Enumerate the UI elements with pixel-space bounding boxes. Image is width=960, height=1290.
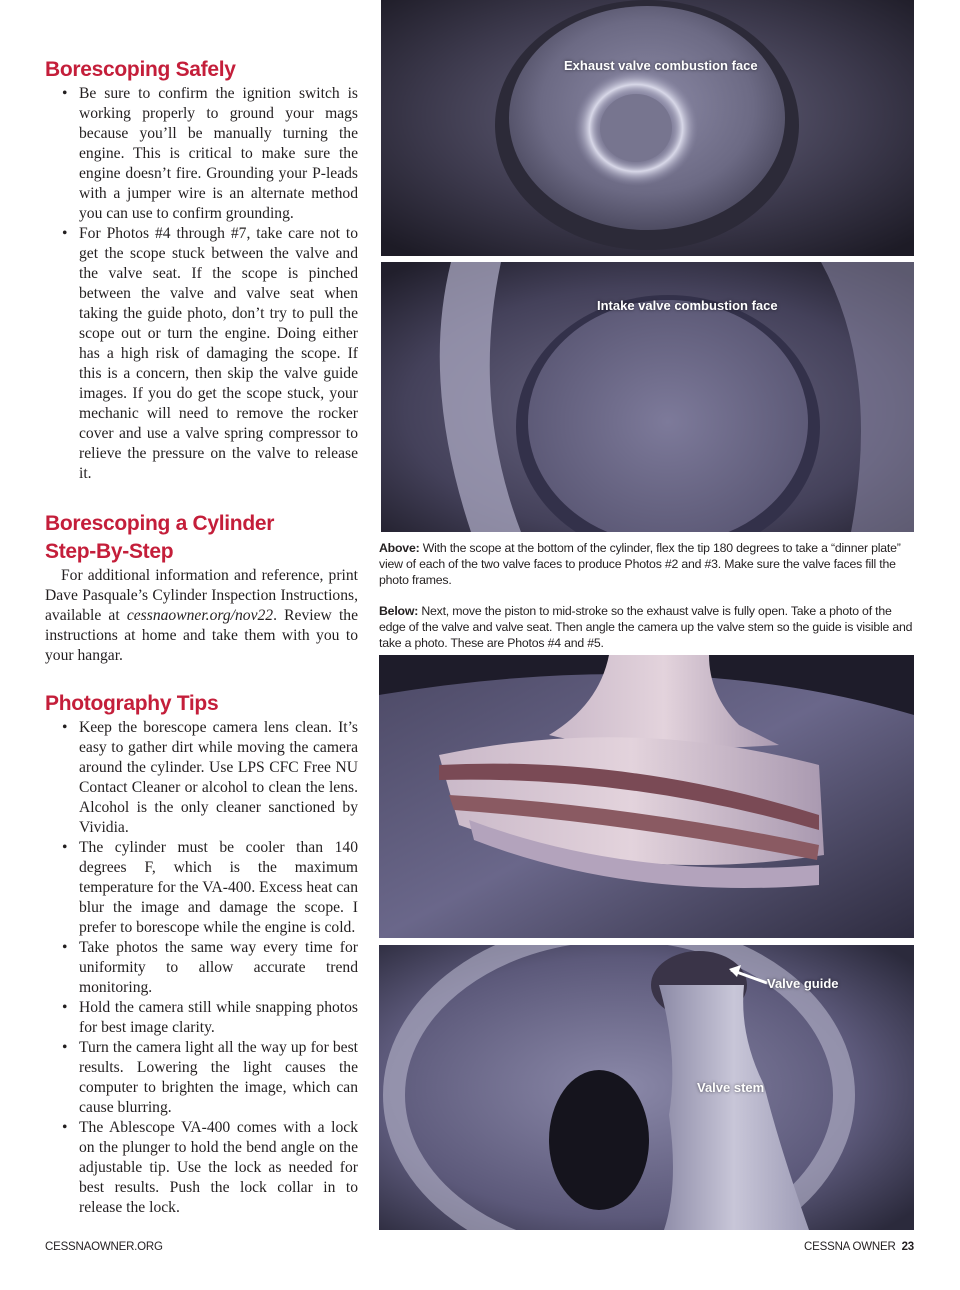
exhaust-valve-photo xyxy=(381,0,914,256)
valve-guide-photo xyxy=(379,945,914,1230)
footer-title: CESSNA OWNER xyxy=(804,1241,896,1253)
step-intro-paragraph xyxy=(45,566,358,666)
reference-link[interactable]: cessnaowner.org/nov22 xyxy=(126,607,274,624)
heading-photography-tips: Photography Tips xyxy=(45,692,219,715)
caption-below xyxy=(379,603,915,651)
list-item: • The Ablescope VA-400 comes with a lock on the plunger to hold the bend angle on the adjustable tip. Use the lock as needed for best results. Push the lock collar in to release the lock. xyxy=(45,1118,358,1218)
intake-valve-photo xyxy=(381,262,914,532)
caption-below-text: Next, move the piston to mid-stroke so the exhaust valve is fully open. Take a photo of the edge of the valve and valve seat. Then angle the camera up the valve stem so the guide is visible and take a photo. These are Photos #4 and #5. xyxy=(379,604,913,650)
caption-above-lead: Above: xyxy=(379,541,420,555)
left-column xyxy=(45,55,358,1218)
tips-bullet-list xyxy=(45,718,358,1218)
list-item: • The cylinder must be cooler than 140 degrees F, which is the maximum temperature for the VA-400. Excess heat can blur the image and damage the scope. I prefer to borescope while the engine is cold. xyxy=(45,838,358,938)
list-item: • Be sure to confirm the ignition switch is working properly to ground your mags because you’ll be manually turning the engine. This is critical to make sure the engine doesn’t fire. Grounding your P-leads with a jumper wire is an alternate method you can use to confirm grounding. xyxy=(45,84,358,224)
caption-below-lead: Below: xyxy=(379,604,419,618)
list-item: • Hold the camera still while snapping photos for best image clarity. xyxy=(45,998,358,1038)
list-item: • Take photos the same way every time for uniformity to allow accurate trend monitoring. xyxy=(45,938,358,998)
safety-bullet-list xyxy=(45,84,358,484)
caption-above xyxy=(379,540,915,588)
footer-magazine xyxy=(804,1241,914,1253)
caption-above-text: With the scope at the bottom of the cylinder, flex the tip 180 degrees to take a “dinner plate” view of each of the two valve faces to produce Photos #2 and #3. Make sure the valve faces fill the photo frames. xyxy=(379,541,901,587)
page-number: 23 xyxy=(901,1241,914,1253)
heading-borescoping-safely: Borescoping Safely xyxy=(45,58,236,81)
step-text-after: . Review the instructions at home and take them with you to your hangar. xyxy=(45,607,358,664)
intake-valve-label: Intake valve combustion face xyxy=(597,298,778,313)
step-text-before: For additional information and reference, print Dave Pasquale’s Cylinder Inspection Instructions, available at xyxy=(45,567,358,624)
footer-website: CESSNAOWNER.ORG xyxy=(45,1241,163,1253)
list-item: • For Photos #4 through #7, take care not to get the scope stuck between the valve and the valve seat. If the scope is pinched between the valve and valve seat when taking the guide photo, don’t try to pull the scope out or turn the engine. Doing either has a high risk of damaging the scope. If this is a concern, then skip the valve guide images. If you do get the scope stuck, your mechanic will need to remove the rocker cover and use a valve spring compressor to relieve the pressure on the valve to release it. xyxy=(45,224,358,484)
valve-guide-label: Valve guide xyxy=(767,976,839,991)
heading-borescoping-step-by-step: Borescoping a Cylinder Step-By-Step xyxy=(45,512,275,563)
valve-edge-photo xyxy=(379,655,914,938)
list-item: • Keep the borescope camera lens clean. It’s easy to gather dirt while moving the camera around the cylinder. Use LPS CFC Free NU Contact Cleaner or alcohol to clean the lens. Alcohol is the only cleaner sanctioned by Vividia. xyxy=(45,718,358,838)
valve-stem-label: Valve stem xyxy=(697,1080,765,1095)
exhaust-valve-label: Exhaust valve combustion face xyxy=(564,58,758,73)
list-item: • Turn the camera light all the way up for best results. Lowering the light causes the computer to brighten the image, which can cause blurring. xyxy=(45,1038,358,1118)
